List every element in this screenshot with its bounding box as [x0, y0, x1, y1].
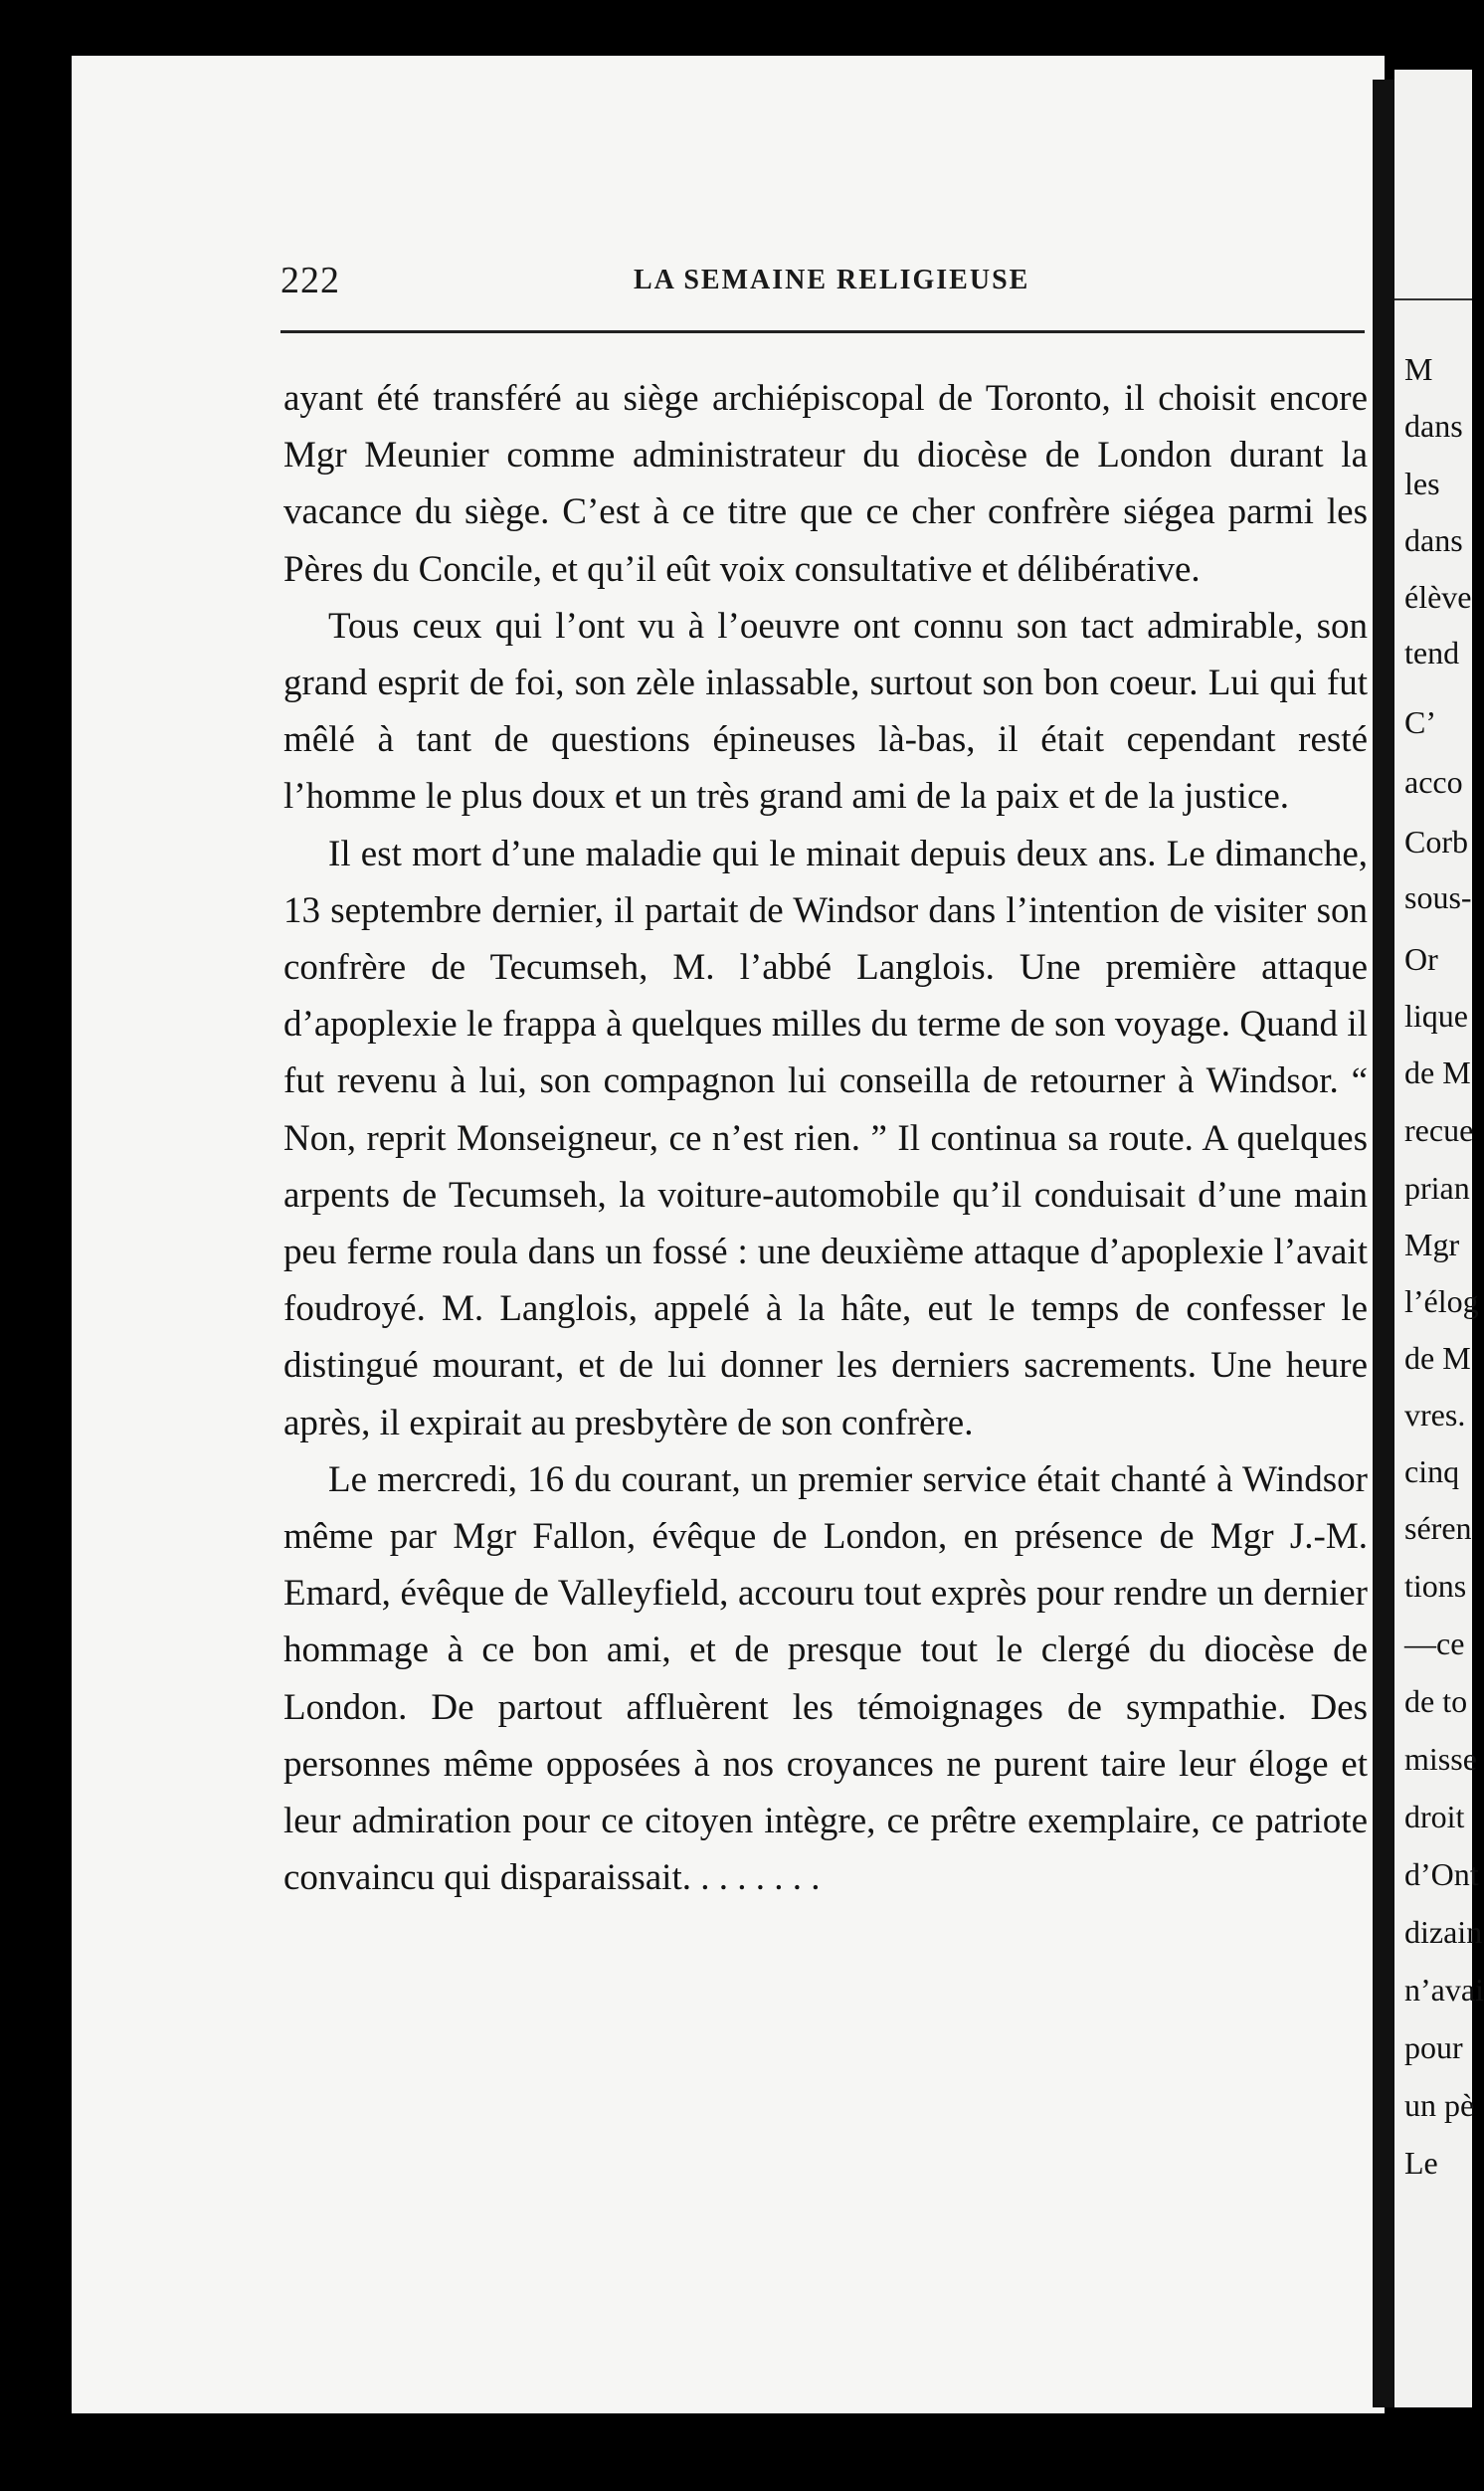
- binding-gutter: [1373, 80, 1394, 2407]
- facing-line-fragment: de to: [1404, 1683, 1468, 1719]
- paragraph-3: Il est mort d’une maladie qui le minait depuis deux ans. Le dimanche, 13 septembre dernier, il partait de Windsor dans l’intention de visiter son confrère de Tecumseh, M. l’abbé Langlois. Une première attaque d’apoplexie le frappa à quelques milles du terme de son voyage. Quand il fut revenu à lui, son compagnon lui conseilla de retourner à Windsor. “ Non, reprit Monseigneur, ce n’est rien. ” Il continua sa route. A quelques arpents de Tecumseh, la voiture-automobile qu’il conduisait d’une main peu ferme roula dans un fossé : une deuxième attaque d’apoplexie l’avait foudroyé. M. Langlois, appelé à la hâte, eut le temps de confesser le distingué mourant, et de lui donner les derniers sacrements. Une heure après, il expirait au presbytère de son confrère.: [283, 833, 1368, 1443]
- facing-line-fragment: droit: [1404, 1799, 1465, 1834]
- page-number: 222: [280, 260, 340, 301]
- facing-line-fragment: élève: [1404, 579, 1472, 615]
- paragraph-2: Tous ceux qui l’ont vu à l’oeuvre ont connu son tact admirable, son grand esprit de foi, son zèle inlassable, surtout son bon coeur. Lui qui fut mêlé à tant de questions épineuses là-bas, il était cependant resté l’homme le plus doux et un très grand ami de la paix et de la justice.: [283, 605, 1368, 818]
- facing-line-fragment: Le: [1404, 2145, 1438, 2181]
- facing-line-fragment: dans: [1404, 408, 1463, 444]
- facing-line-fragment: misse: [1404, 1741, 1477, 1777]
- facing-header-rule: [1394, 298, 1472, 300]
- facing-line-fragment: l’élog: [1404, 1283, 1479, 1319]
- facing-line-fragment: tend: [1404, 635, 1460, 671]
- facing-line-fragment: tions: [1404, 1568, 1467, 1604]
- facing-line-fragment: prian: [1404, 1170, 1470, 1206]
- facing-line-fragment: séren: [1404, 1510, 1472, 1546]
- body-text: [283, 370, 1368, 1906]
- facing-line-fragment: recue: [1404, 1112, 1474, 1148]
- facing-line-fragment: —ce: [1404, 1626, 1465, 1661]
- facing-line-fragment: Corb: [1404, 824, 1468, 860]
- facing-line-fragment: de M: [1404, 1340, 1471, 1376]
- facing-line-fragment: C’: [1404, 704, 1436, 740]
- facing-line-fragment: lique: [1404, 998, 1468, 1034]
- paragraph-1: ayant été transféré au siège archiépiscopal de Toronto, il choisit encore Mgr Meunier comme administrateur du diocèse de London durant la vacance du siège. C’est à ce titre que ce cher confrère siégea parmi les Pères du Concile, et qu’il eût voix consultative et délibérative.: [283, 378, 1368, 590]
- facing-line-fragment: dans: [1404, 522, 1463, 558]
- facing-line-fragment: Or: [1404, 941, 1438, 977]
- facing-line-fragment: cinq: [1404, 1453, 1460, 1489]
- facing-line-fragment: sous-: [1404, 879, 1472, 915]
- facing-line-fragment: vres.: [1404, 1397, 1466, 1433]
- facing-line-fragment: M: [1404, 351, 1433, 387]
- facing-line-fragment: Mgr: [1404, 1227, 1460, 1262]
- paragraph-4: Le mercredi, 16 du courant, un premier service était chanté à Windsor même par Mgr Fallon, évêque de London, en présence de Mgr J.-M. Emard, évêque de Valleyfield, accouru tout exprès pour rendre un dernier hommage à ce bon ami, et de presque tout le clergé du diocèse de London. De partout affluèrent les témoignages de sympathie. Des personnes même opposées à nos croyances ne purent taire leur éloge et leur admiration pour ce citoyen intègre, ce prêtre exemplaire, ce patriote convaincu qui disparaissait. . . . . . . .: [283, 1458, 1368, 1899]
- page-header: [280, 251, 1365, 300]
- facing-line-fragment: les: [1404, 466, 1440, 501]
- facing-line-fragment: d’Ont: [1404, 1856, 1479, 1892]
- header-rule: [280, 330, 1365, 333]
- facing-page: [1394, 70, 1484, 2407]
- facing-line-fragment: pour: [1404, 2029, 1463, 2065]
- facing-line-fragment: acco: [1404, 764, 1463, 800]
- facing-line-fragment: dizain: [1404, 1914, 1483, 1950]
- facing-line-fragment: un pè: [1404, 2087, 1475, 2123]
- facing-line-fragment: n’avai: [1404, 1972, 1484, 2008]
- facing-line-fragment: de M: [1404, 1054, 1471, 1090]
- running-title: LA SEMAINE RELIGIEUSE: [634, 265, 1030, 295]
